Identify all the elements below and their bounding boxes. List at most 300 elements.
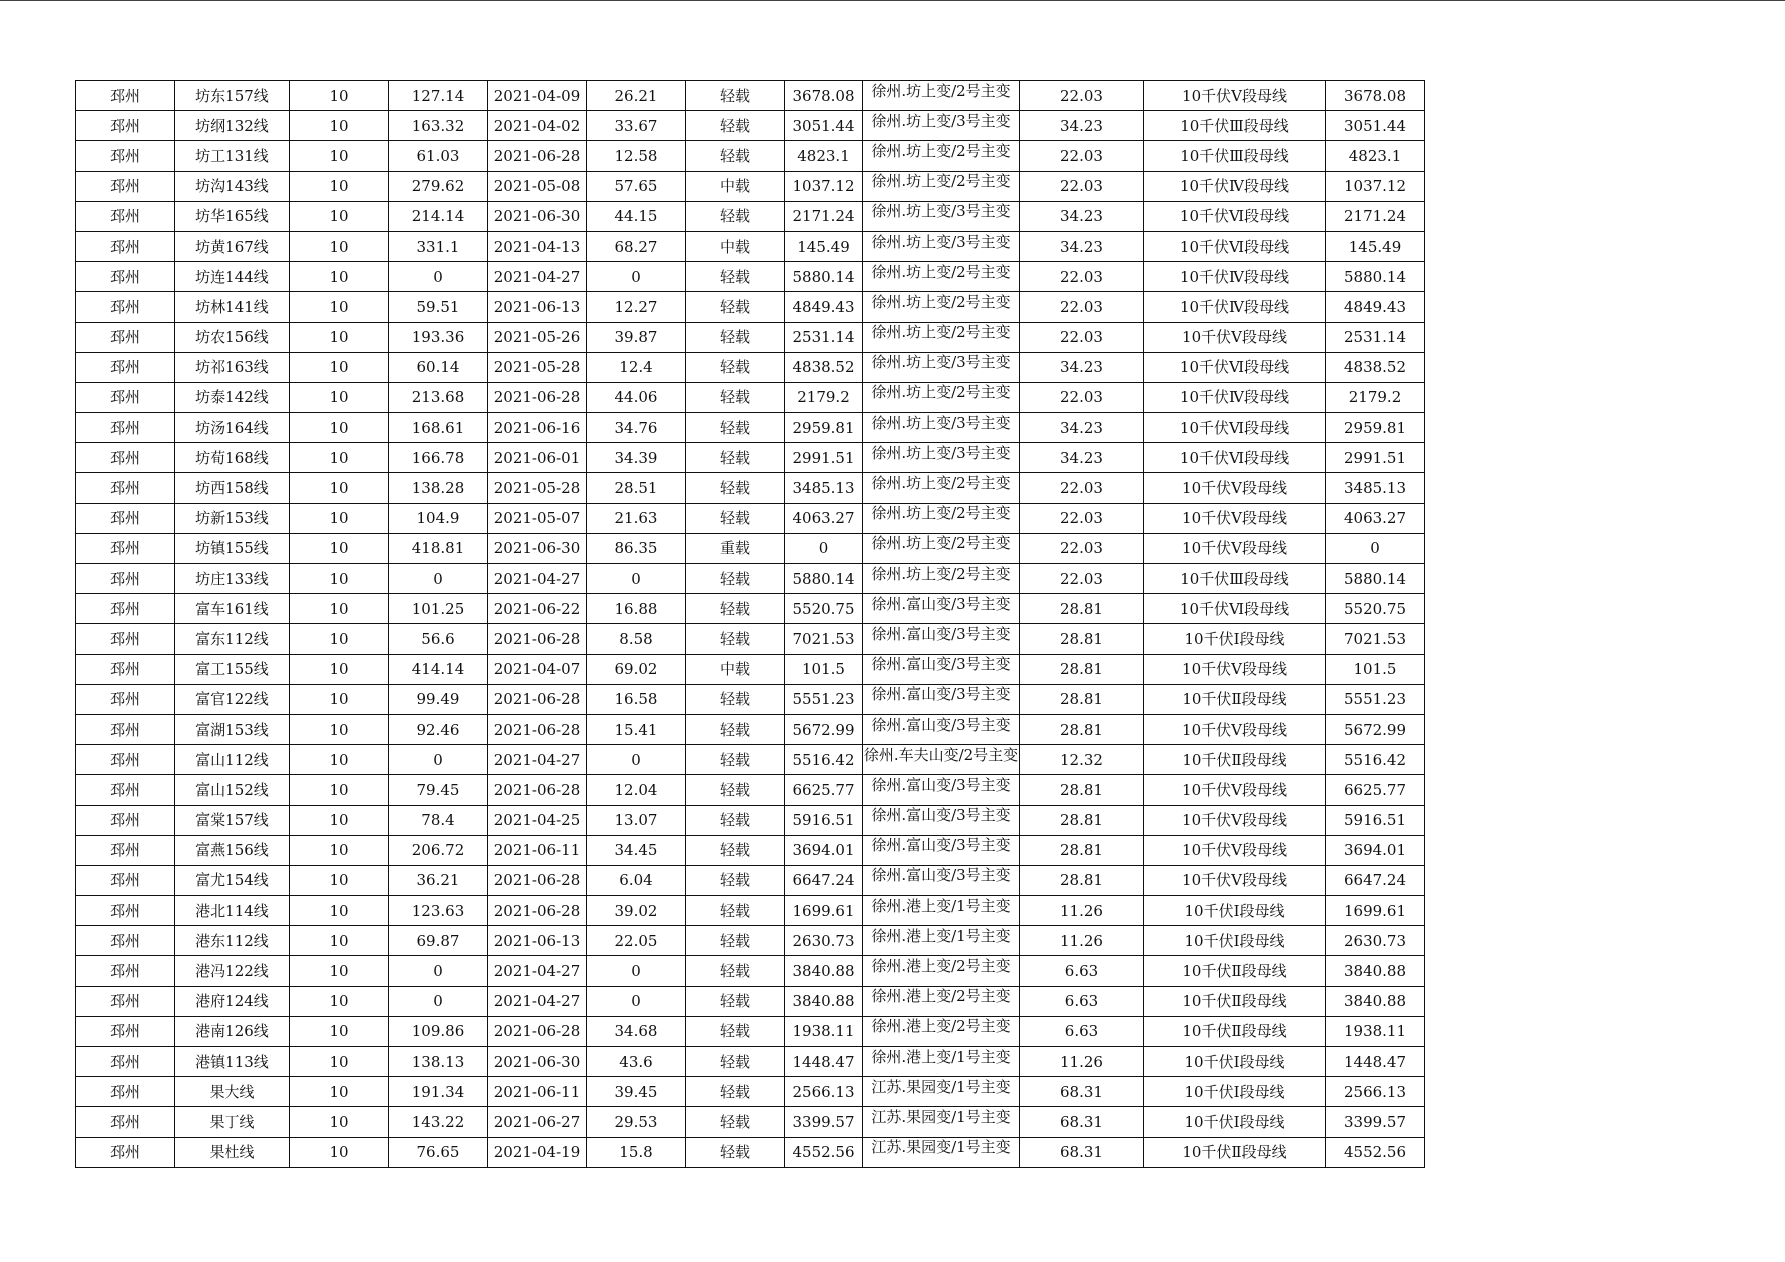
- cell-available-capacity: 4063.27: [1326, 503, 1425, 533]
- table-row: [76, 805, 1425, 835]
- cell-text: 徐州.坊上变/2号主变: [871, 293, 1011, 311]
- cell-substation-transformer: [863, 81, 1020, 111]
- cell-spare-capacity: 3678.08: [785, 81, 863, 111]
- cell-record-date: 2021-04-07: [488, 654, 587, 684]
- cell-busbar: 10千伏Ⅵ段母线: [1144, 594, 1326, 624]
- cell-region: 邳州: [76, 201, 175, 231]
- cell-load-rate: 29.53: [587, 1107, 686, 1137]
- cell-load-rate: 86.35: [587, 533, 686, 563]
- cell-transformer-load-rate: 6.63: [1020, 1016, 1144, 1046]
- cell-feeder-name: 果丁线: [175, 1107, 290, 1137]
- cell-spare-capacity: 2566.13: [785, 1077, 863, 1107]
- cell-region: 邳州: [76, 714, 175, 744]
- cell-current-load: 163.32: [389, 111, 488, 141]
- cell-record-date: 2021-06-11: [488, 1077, 587, 1107]
- cell-voltage: 10: [290, 775, 389, 805]
- cell-spare-capacity: 2991.51: [785, 443, 863, 473]
- cell-text: 徐州.富山变/3号主变: [871, 686, 1011, 704]
- cell-load-rate: 34.68: [587, 1016, 686, 1046]
- cell-load-rate: 8.58: [587, 624, 686, 654]
- cell-load-status: 轻载: [686, 141, 785, 171]
- cell-voltage: 10: [290, 1077, 389, 1107]
- cell-feeder-name: 富山112线: [175, 745, 290, 775]
- cell-feeder-name: 坊连144线: [175, 262, 290, 292]
- cell-busbar: 10千伏Ⅱ段母线: [1144, 956, 1326, 986]
- cell-busbar: 10千伏Ⅳ段母线: [1144, 262, 1326, 292]
- cell-load-status: 中载: [686, 654, 785, 684]
- cell-text: 徐州.坊上变/3号主变: [871, 203, 1011, 221]
- cell-busbar: 10千伏Ⅴ段母线: [1144, 322, 1326, 352]
- cell-text: 徐州.坊上变/3号主变: [871, 112, 1011, 130]
- cell-load-rate: 43.6: [587, 1047, 686, 1077]
- cell-current-load: 0: [389, 986, 488, 1016]
- cell-busbar: 10千伏Ⅴ段母线: [1144, 654, 1326, 684]
- cell-spare-capacity: 1938.11: [785, 1016, 863, 1046]
- cell-text: 徐州.富山变/3号主变: [871, 625, 1011, 643]
- cell-substation-transformer: [863, 956, 1020, 986]
- cell-spare-capacity: 101.5: [785, 654, 863, 684]
- cell-region: 邳州: [76, 111, 175, 141]
- cell-record-date: 2021-06-16: [488, 413, 587, 443]
- cell-transformer-load-rate: 28.81: [1020, 835, 1144, 865]
- cell-load-status: 轻载: [686, 564, 785, 594]
- cell-load-status: 轻载: [686, 292, 785, 322]
- cell-spare-capacity: 4552.56: [785, 1137, 863, 1167]
- table-body: [76, 81, 1425, 1168]
- cell-current-load: 138.28: [389, 473, 488, 503]
- cell-text: 徐州.港上变/1号主变: [871, 897, 1011, 915]
- cell-record-date: 2021-05-28: [488, 473, 587, 503]
- cell-feeder-name: 坊东157线: [175, 81, 290, 111]
- cell-voltage: 10: [290, 141, 389, 171]
- cell-current-load: 69.87: [389, 926, 488, 956]
- cell-transformer-load-rate: 6.63: [1020, 956, 1144, 986]
- cell-feeder-name: 富山152线: [175, 775, 290, 805]
- table-row: [76, 81, 1425, 111]
- cell-busbar: 10千伏Ⅱ段母线: [1144, 1137, 1326, 1167]
- cell-transformer-load-rate: 6.63: [1020, 986, 1144, 1016]
- cell-load-status: 轻载: [686, 926, 785, 956]
- cell-transformer-load-rate: 68.31: [1020, 1137, 1144, 1167]
- cell-record-date: 2021-06-13: [488, 292, 587, 322]
- cell-feeder-name: 港镇113线: [175, 1047, 290, 1077]
- cell-busbar: 10千伏Ⅴ段母线: [1144, 81, 1326, 111]
- cell-load-status: 轻载: [686, 896, 785, 926]
- cell-available-capacity: 3051.44: [1326, 111, 1425, 141]
- cell-feeder-name: 富棠157线: [175, 805, 290, 835]
- cell-voltage: 10: [290, 292, 389, 322]
- cell-voltage: 10: [290, 171, 389, 201]
- cell-load-rate: 15.41: [587, 714, 686, 744]
- cell-available-capacity: 2630.73: [1326, 926, 1425, 956]
- cell-current-load: 214.14: [389, 201, 488, 231]
- table-row: [76, 1047, 1425, 1077]
- cell-current-load: 143.22: [389, 1107, 488, 1137]
- cell-substation-transformer: [863, 805, 1020, 835]
- cell-load-rate: 12.27: [587, 292, 686, 322]
- cell-spare-capacity: 3051.44: [785, 111, 863, 141]
- cell-spare-capacity: 3485.13: [785, 473, 863, 503]
- cell-voltage: 10: [290, 684, 389, 714]
- cell-available-capacity: 2959.81: [1326, 413, 1425, 443]
- cell-busbar: 10千伏Ⅰ段母线: [1144, 624, 1326, 654]
- feeder-load-table: [75, 80, 1425, 1168]
- cell-spare-capacity: 5516.42: [785, 745, 863, 775]
- cell-transformer-load-rate: 28.81: [1020, 805, 1144, 835]
- cell-record-date: 2021-04-19: [488, 1137, 587, 1167]
- cell-feeder-name: 富东112线: [175, 624, 290, 654]
- cell-transformer-load-rate: 22.03: [1020, 533, 1144, 563]
- cell-busbar: 10千伏Ⅰ段母线: [1144, 926, 1326, 956]
- table-row: [76, 352, 1425, 382]
- cell-transformer-load-rate: 68.31: [1020, 1077, 1144, 1107]
- cell-current-load: 127.14: [389, 81, 488, 111]
- cell-load-rate: 68.27: [587, 231, 686, 261]
- table-row: [76, 1107, 1425, 1137]
- cell-load-status: 轻载: [686, 986, 785, 1016]
- cell-current-load: 166.78: [389, 443, 488, 473]
- cell-busbar: 10千伏Ⅳ段母线: [1144, 382, 1326, 412]
- cell-voltage: 10: [290, 503, 389, 533]
- cell-spare-capacity: 5916.51: [785, 805, 863, 835]
- cell-text: 徐州.富山变/3号主变: [871, 837, 1011, 855]
- cell-substation-transformer: [863, 564, 1020, 594]
- cell-current-load: 0: [389, 262, 488, 292]
- cell-substation-transformer: [863, 352, 1020, 382]
- cell-feeder-name: 坊西158线: [175, 473, 290, 503]
- cell-transformer-load-rate: 28.81: [1020, 654, 1144, 684]
- cell-load-rate: 39.02: [587, 896, 686, 926]
- cell-available-capacity: 101.5: [1326, 654, 1425, 684]
- cell-load-rate: 44.06: [587, 382, 686, 412]
- cell-busbar: 10千伏Ⅴ段母线: [1144, 835, 1326, 865]
- cell-load-status: 轻载: [686, 443, 785, 473]
- cell-feeder-name: 坊泰142线: [175, 382, 290, 412]
- table-row: [76, 262, 1425, 292]
- cell-load-rate: 0: [587, 745, 686, 775]
- cell-available-capacity: 7021.53: [1326, 624, 1425, 654]
- cell-transformer-load-rate: 28.81: [1020, 624, 1144, 654]
- cell-feeder-name: 坊黄167线: [175, 231, 290, 261]
- cell-voltage: 10: [290, 231, 389, 261]
- cell-record-date: 2021-06-27: [488, 1107, 587, 1137]
- cell-busbar: 10千伏Ⅱ段母线: [1144, 1016, 1326, 1046]
- cell-region: 邳州: [76, 443, 175, 473]
- cell-spare-capacity: 3694.01: [785, 835, 863, 865]
- cell-substation-transformer: [863, 926, 1020, 956]
- cell-text: 徐州.港上变/2号主变: [871, 958, 1011, 976]
- table-row: [76, 684, 1425, 714]
- cell-voltage: 10: [290, 956, 389, 986]
- cell-load-status: 轻载: [686, 745, 785, 775]
- cell-spare-capacity: 1037.12: [785, 171, 863, 201]
- cell-feeder-name: 坊祁163线: [175, 352, 290, 382]
- cell-record-date: 2021-05-26: [488, 322, 587, 352]
- cell-transformer-load-rate: 22.03: [1020, 292, 1144, 322]
- cell-record-date: 2021-06-28: [488, 624, 587, 654]
- cell-spare-capacity: 2171.24: [785, 201, 863, 231]
- cell-busbar: 10千伏Ⅲ段母线: [1144, 111, 1326, 141]
- cell-record-date: 2021-06-01: [488, 443, 587, 473]
- cell-transformer-load-rate: 28.81: [1020, 594, 1144, 624]
- cell-text: 徐州.富山变/3号主变: [871, 716, 1011, 734]
- cell-text: 徐州.坊上变/2号主变: [871, 505, 1011, 523]
- cell-text: 徐州.坊上变/2号主变: [871, 565, 1011, 583]
- cell-current-load: 279.62: [389, 171, 488, 201]
- cell-transformer-load-rate: 11.26: [1020, 926, 1144, 956]
- cell-substation-transformer: [863, 896, 1020, 926]
- cell-voltage: 10: [290, 1137, 389, 1167]
- cell-substation-transformer: [863, 141, 1020, 171]
- cell-feeder-name: 港东112线: [175, 926, 290, 956]
- cell-voltage: 10: [290, 1016, 389, 1046]
- cell-voltage: 10: [290, 714, 389, 744]
- cell-spare-capacity: 4849.43: [785, 292, 863, 322]
- cell-spare-capacity: 3399.57: [785, 1107, 863, 1137]
- cell-available-capacity: 6625.77: [1326, 775, 1425, 805]
- cell-region: 邳州: [76, 684, 175, 714]
- cell-available-capacity: 5551.23: [1326, 684, 1425, 714]
- cell-region: 邳州: [76, 473, 175, 503]
- cell-available-capacity: 3678.08: [1326, 81, 1425, 111]
- cell-substation-transformer: [863, 1047, 1020, 1077]
- cell-current-load: 76.65: [389, 1137, 488, 1167]
- cell-available-capacity: 1037.12: [1326, 171, 1425, 201]
- cell-current-load: 36.21: [389, 865, 488, 895]
- cell-region: 邳州: [76, 533, 175, 563]
- cell-current-load: 193.36: [389, 322, 488, 352]
- cell-feeder-name: 坊纲132线: [175, 111, 290, 141]
- table-row: [76, 956, 1425, 986]
- table-row: [76, 413, 1425, 443]
- cell-available-capacity: 2531.14: [1326, 322, 1425, 352]
- cell-current-load: 99.49: [389, 684, 488, 714]
- cell-available-capacity: 3694.01: [1326, 835, 1425, 865]
- cell-spare-capacity: 1448.47: [785, 1047, 863, 1077]
- cell-voltage: 10: [290, 443, 389, 473]
- cell-text: 江苏.果园变/1号主变: [871, 1108, 1011, 1126]
- table-row: [76, 443, 1425, 473]
- cell-current-load: 0: [389, 956, 488, 986]
- table-row: [76, 1016, 1425, 1046]
- table-row: [76, 201, 1425, 231]
- cell-record-date: 2021-06-28: [488, 896, 587, 926]
- cell-substation-transformer: [863, 1137, 1020, 1167]
- cell-feeder-name: 坊工131线: [175, 141, 290, 171]
- cell-load-status: 轻载: [686, 1047, 785, 1077]
- cell-transformer-load-rate: 28.81: [1020, 865, 1144, 895]
- cell-spare-capacity: 5520.75: [785, 594, 863, 624]
- cell-region: 邳州: [76, 352, 175, 382]
- cell-feeder-name: 富工155线: [175, 654, 290, 684]
- cell-feeder-name: 港南126线: [175, 1016, 290, 1046]
- cell-substation-transformer: [863, 473, 1020, 503]
- cell-transformer-load-rate: 34.23: [1020, 111, 1144, 141]
- cell-available-capacity: 3399.57: [1326, 1107, 1425, 1137]
- cell-voltage: 10: [290, 865, 389, 895]
- cell-busbar: 10千伏Ⅵ段母线: [1144, 413, 1326, 443]
- cell-text: 徐州.港上变/1号主变: [871, 1048, 1011, 1066]
- cell-transformer-load-rate: 22.03: [1020, 503, 1144, 533]
- cell-spare-capacity: 2959.81: [785, 413, 863, 443]
- cell-region: 邳州: [76, 896, 175, 926]
- cell-busbar: 10千伏Ⅱ段母线: [1144, 684, 1326, 714]
- cell-region: 邳州: [76, 624, 175, 654]
- cell-load-status: 轻载: [686, 1107, 785, 1137]
- cell-current-load: 0: [389, 745, 488, 775]
- cell-load-status: 轻载: [686, 1077, 785, 1107]
- table-row: [76, 1077, 1425, 1107]
- cell-transformer-load-rate: 22.03: [1020, 81, 1144, 111]
- cell-available-capacity: 145.49: [1326, 231, 1425, 261]
- cell-text: 徐州.坊上变/2号主变: [871, 142, 1011, 160]
- cell-region: 邳州: [76, 171, 175, 201]
- cell-transformer-load-rate: 28.81: [1020, 684, 1144, 714]
- cell-busbar: 10千伏Ⅵ段母线: [1144, 201, 1326, 231]
- cell-text: 徐州.坊上变/2号主变: [871, 263, 1011, 281]
- table-row: [76, 382, 1425, 412]
- cell-load-rate: 39.45: [587, 1077, 686, 1107]
- cell-available-capacity: 3840.88: [1326, 986, 1425, 1016]
- cell-feeder-name: 港冯122线: [175, 956, 290, 986]
- cell-busbar: 10千伏Ⅵ段母线: [1144, 231, 1326, 261]
- cell-busbar: 10千伏Ⅴ段母线: [1144, 473, 1326, 503]
- cell-region: 邳州: [76, 141, 175, 171]
- cell-load-rate: 22.05: [587, 926, 686, 956]
- table-row: [76, 624, 1425, 654]
- cell-voltage: 10: [290, 322, 389, 352]
- cell-voltage: 10: [290, 413, 389, 443]
- cell-busbar: 10千伏Ⅴ段母线: [1144, 865, 1326, 895]
- cell-text: 徐州.富山变/3号主变: [871, 595, 1011, 613]
- cell-busbar: 10千伏Ⅲ段母线: [1144, 141, 1326, 171]
- cell-busbar: 10千伏Ⅲ段母线: [1144, 564, 1326, 594]
- cell-transformer-load-rate: 34.23: [1020, 231, 1144, 261]
- cell-voltage: 10: [290, 926, 389, 956]
- cell-region: 邳州: [76, 231, 175, 261]
- cell-voltage: 10: [290, 564, 389, 594]
- cell-available-capacity: 0: [1326, 533, 1425, 563]
- cell-spare-capacity: 1699.61: [785, 896, 863, 926]
- cell-load-rate: 13.07: [587, 805, 686, 835]
- table-row: [76, 926, 1425, 956]
- cell-spare-capacity: 5672.99: [785, 714, 863, 744]
- cell-feeder-name: 坊华165线: [175, 201, 290, 231]
- cell-record-date: 2021-04-27: [488, 986, 587, 1016]
- cell-current-load: 191.34: [389, 1077, 488, 1107]
- table-row: [76, 654, 1425, 684]
- cell-load-status: 轻载: [686, 382, 785, 412]
- cell-text: 徐州.坊上变/2号主变: [871, 173, 1011, 191]
- cell-current-load: 168.61: [389, 413, 488, 443]
- cell-voltage: 10: [290, 262, 389, 292]
- cell-feeder-name: 坊镇155线: [175, 533, 290, 563]
- cell-record-date: 2021-06-11: [488, 835, 587, 865]
- table-row: [76, 745, 1425, 775]
- cell-load-status: 轻载: [686, 1137, 785, 1167]
- cell-voltage: 10: [290, 1107, 389, 1137]
- cell-substation-transformer: [863, 865, 1020, 895]
- cell-transformer-load-rate: 11.26: [1020, 896, 1144, 926]
- cell-record-date: 2021-06-28: [488, 382, 587, 412]
- cell-transformer-load-rate: 22.03: [1020, 141, 1144, 171]
- cell-load-rate: 44.15: [587, 201, 686, 231]
- cell-available-capacity: 2171.24: [1326, 201, 1425, 231]
- cell-region: 邳州: [76, 986, 175, 1016]
- cell-current-load: 138.13: [389, 1047, 488, 1077]
- cell-transformer-load-rate: 68.31: [1020, 1107, 1144, 1137]
- cell-region: 邳州: [76, 835, 175, 865]
- cell-text: 江苏.果园变/1号主变: [871, 1078, 1011, 1096]
- cell-load-status: 轻载: [686, 111, 785, 141]
- cell-voltage: 10: [290, 81, 389, 111]
- cell-current-load: 92.46: [389, 714, 488, 744]
- cell-region: 邳州: [76, 564, 175, 594]
- cell-load-rate: 57.65: [587, 171, 686, 201]
- cell-text: 徐州.坊上变/2号主变: [871, 535, 1011, 553]
- cell-available-capacity: 5672.99: [1326, 714, 1425, 744]
- cell-region: 邳州: [76, 775, 175, 805]
- cell-busbar: 10千伏Ⅰ段母线: [1144, 896, 1326, 926]
- cell-text: 徐州.坊上变/2号主变: [871, 82, 1011, 100]
- cell-substation-transformer: [863, 1016, 1020, 1046]
- cell-current-load: 213.68: [389, 382, 488, 412]
- cell-substation-transformer: [863, 533, 1020, 563]
- cell-load-rate: 0: [587, 262, 686, 292]
- table-row: [76, 835, 1425, 865]
- cell-load-rate: 16.88: [587, 594, 686, 624]
- cell-load-status: 中载: [686, 231, 785, 261]
- cell-spare-capacity: 6625.77: [785, 775, 863, 805]
- cell-substation-transformer: [863, 714, 1020, 744]
- cell-text: 徐州.坊上变/3号主变: [871, 444, 1011, 462]
- cell-busbar: 10千伏Ⅴ段母线: [1144, 805, 1326, 835]
- cell-feeder-name: 坊庄133线: [175, 564, 290, 594]
- cell-load-rate: 39.87: [587, 322, 686, 352]
- cell-current-load: 79.45: [389, 775, 488, 805]
- cell-voltage: 10: [290, 352, 389, 382]
- cell-load-status: 轻载: [686, 1016, 785, 1046]
- cell-voltage: 10: [290, 201, 389, 231]
- cell-voltage: 10: [290, 111, 389, 141]
- table-row: [76, 714, 1425, 744]
- cell-available-capacity: 1938.11: [1326, 1016, 1425, 1046]
- table-row: [76, 503, 1425, 533]
- cell-substation-transformer: [863, 443, 1020, 473]
- cell-current-load: 61.03: [389, 141, 488, 171]
- cell-substation-transformer: [863, 594, 1020, 624]
- cell-current-load: 206.72: [389, 835, 488, 865]
- cell-load-status: 轻载: [686, 835, 785, 865]
- table-row: [76, 564, 1425, 594]
- cell-spare-capacity: 4823.1: [785, 141, 863, 171]
- cell-substation-transformer: [863, 322, 1020, 352]
- cell-load-status: 中载: [686, 171, 785, 201]
- cell-record-date: 2021-06-28: [488, 865, 587, 895]
- cell-transformer-load-rate: 22.03: [1020, 322, 1144, 352]
- cell-record-date: 2021-06-28: [488, 684, 587, 714]
- cell-load-status: 轻载: [686, 865, 785, 895]
- cell-feeder-name: 富燕156线: [175, 835, 290, 865]
- cell-text: 徐州.港上变/1号主变: [871, 927, 1011, 945]
- cell-load-status: 重载: [686, 533, 785, 563]
- cell-load-rate: 69.02: [587, 654, 686, 684]
- cell-spare-capacity: 5880.14: [785, 564, 863, 594]
- cell-current-load: 0: [389, 564, 488, 594]
- cell-region: 邳州: [76, 654, 175, 684]
- cell-available-capacity: 2566.13: [1326, 1077, 1425, 1107]
- cell-transformer-load-rate: 22.03: [1020, 473, 1144, 503]
